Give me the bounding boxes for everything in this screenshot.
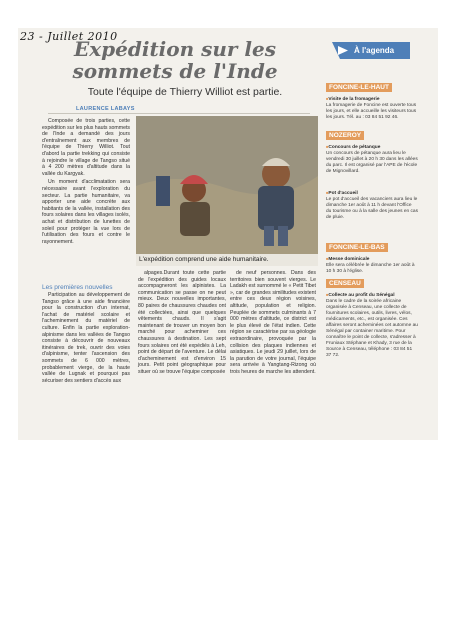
agenda-location: NOZEROY (326, 131, 364, 140)
agenda-title: À l'agenda (354, 46, 395, 55)
paragraph: Composée de trois parties, cette expédition sur les plus hauts sommets de l'Inde a demandé des jours d'entraînement aux membres de l'équipe de Thierry Williot. Tout d'abord la partie trekking qui consiste à rejoindre le village de Tangso situé à 4 200 mètres d'altitude dans la vallée du Kargyak. (42, 118, 130, 177)
article-subhead: Toute l'équipe de Thierry Williot est partie. (87, 86, 283, 98)
agenda-entry (326, 272, 418, 359)
agenda-event-body: Dans le cadre de la soirée africaine organisée à Censeau, une collecte de fournitures scolaires, outils, livres, vélos, médicaments, etc., est organisée. Ces affaires seront acheminées cet automne au Sénégal par container maritime. Pour connaître le point de collecte, s'adresser à Fruniaux Stéphane et Khady, 3 rue de la Source à Censeau, téléphone : 03 84 51 37 72. (326, 299, 418, 358)
article-byline: LAURENCE LABAYS (76, 106, 135, 112)
agenda-event-title: ■ Messe dominicale (326, 256, 418, 262)
article-column-2 (138, 270, 226, 378)
agenda-event-body: La fromagerie de Foncine est ouverte tous les jours, et elle accueille les visiteurs tous les jours. Tél. au : 03 84 51 92 46. (326, 103, 417, 120)
handwritten-date: 23 - Juillet 2010 (20, 30, 118, 43)
agenda-event-body: Un concours de pétanque aura lieu le vendredi 30 juillet à 20 h 30 dans les allées du parc. Il est organisé par l'APE de l'école de Mignovillard. (326, 151, 418, 174)
divider (48, 113, 310, 114)
agenda-event-title: ■ Pot d'accueil (326, 190, 418, 196)
paragraph: de neuf personnes. Dans des territoires bien souvent vierges. Le Ladakh est surnommé le « Petit Tibet », car de grandes similitudes existent entre ces deux région voisines, altitude, population et religion. Peuplée de sommets culminants à 7 000 mètres d'altitude, ce district est le plus élevé de l'état indien. Cette région se caractérise par sa géologie extraordinaire, provoquée par la collision des plaques indiennes et asiatiques. Le jeudi 29 juillet, lors de la parution de votre journal, l'équipe sera arrivée à Yangtang-Rizong où trois heures de marche les attendent. (230, 270, 316, 375)
article-column-1b (42, 292, 130, 386)
agenda-event-title: ■ Collecte au profit du Sénégal (326, 292, 418, 298)
agenda-entry (326, 76, 418, 121)
photo-caption: L'expédition comprend une aide humanitaire. (136, 254, 318, 266)
paragraph: Un moment d'acclimatation sera nécessaire avant l'exploration du secteur. La partie humanitaire, va apporter une aide concrète aux habitants de la vallée, installation des fours solaires dans les villages isolés, achat et distribution de lunettes de soleil pour protéger la vue lors de l'utilisation des fours et contre le rayonnement. (42, 179, 130, 245)
agenda-entry (326, 188, 418, 221)
agenda-location: FONCINE-LE-HAUT (326, 83, 392, 92)
paragraph: Participation au développement de Tangso grâce à une aide financière pour la construction d'un internat, l'achat de matériel scolaire et l'acheminement du matériel de culture. Enfin la partie exploration-alpinisme dans les vallées de Tangso consiste à découvrir de nouveaux itinéraires de trek, ouvrir des voies d'alpinisme, tenter l'ascension des sommets de 6 000 mètres, probablement vierge, de la haute vallée de Lugnak et pourquoi pas sécuriser des sentiers d'accès aux (42, 292, 130, 384)
agenda-location: CENSEAU (326, 279, 364, 288)
article-column-3 (230, 270, 316, 378)
agenda-location: FONCINE-LE-BAS (326, 243, 388, 252)
agenda-event-title: ■ Concours de pétanque (326, 144, 418, 150)
children-photo-image (136, 116, 318, 254)
paragraph: alpages.Durant toute cette partie de l'expédition des guides locaux accompagneront les alpinistes. La communication se passe on ne peut mieux. Deux nouvelles importantes, 80 paires de chaussures chaudes ont été collectées, ainsi que quelques vêtements chauds. Il s'agit maintenant de trouver un moyen bon marché pour acheminer ces chaussures à destination. Les sept fours solaires ont été expédiés à Leh, point de départ de l'aventure. Le délai d'acheminement est d'environ 15 jours. Petit point géographique pour situer où se trouve l'équipe composée (138, 270, 226, 375)
article-photo (136, 116, 318, 254)
agenda-entry (326, 236, 418, 275)
section-heading: Les premières nouvelles (42, 284, 113, 291)
agenda-entry (326, 124, 418, 175)
article-column-1 (42, 118, 130, 247)
agenda-event-title: ■ Visite de la fromagerie (326, 96, 418, 102)
article-headline: Expédition sur les sommets de l'Inde (72, 37, 278, 83)
agenda-event-body: Le pot d'accueil des vacanciers aura lieu le dimanche 1er août à 11 h devant l'Office du tourisme ou à la salle des jeunes en cas de pluie. (326, 197, 418, 220)
agenda-event-body: Elle sera célébrée le dimanche 1er août à 10 h 30 à l'église. (326, 263, 415, 274)
